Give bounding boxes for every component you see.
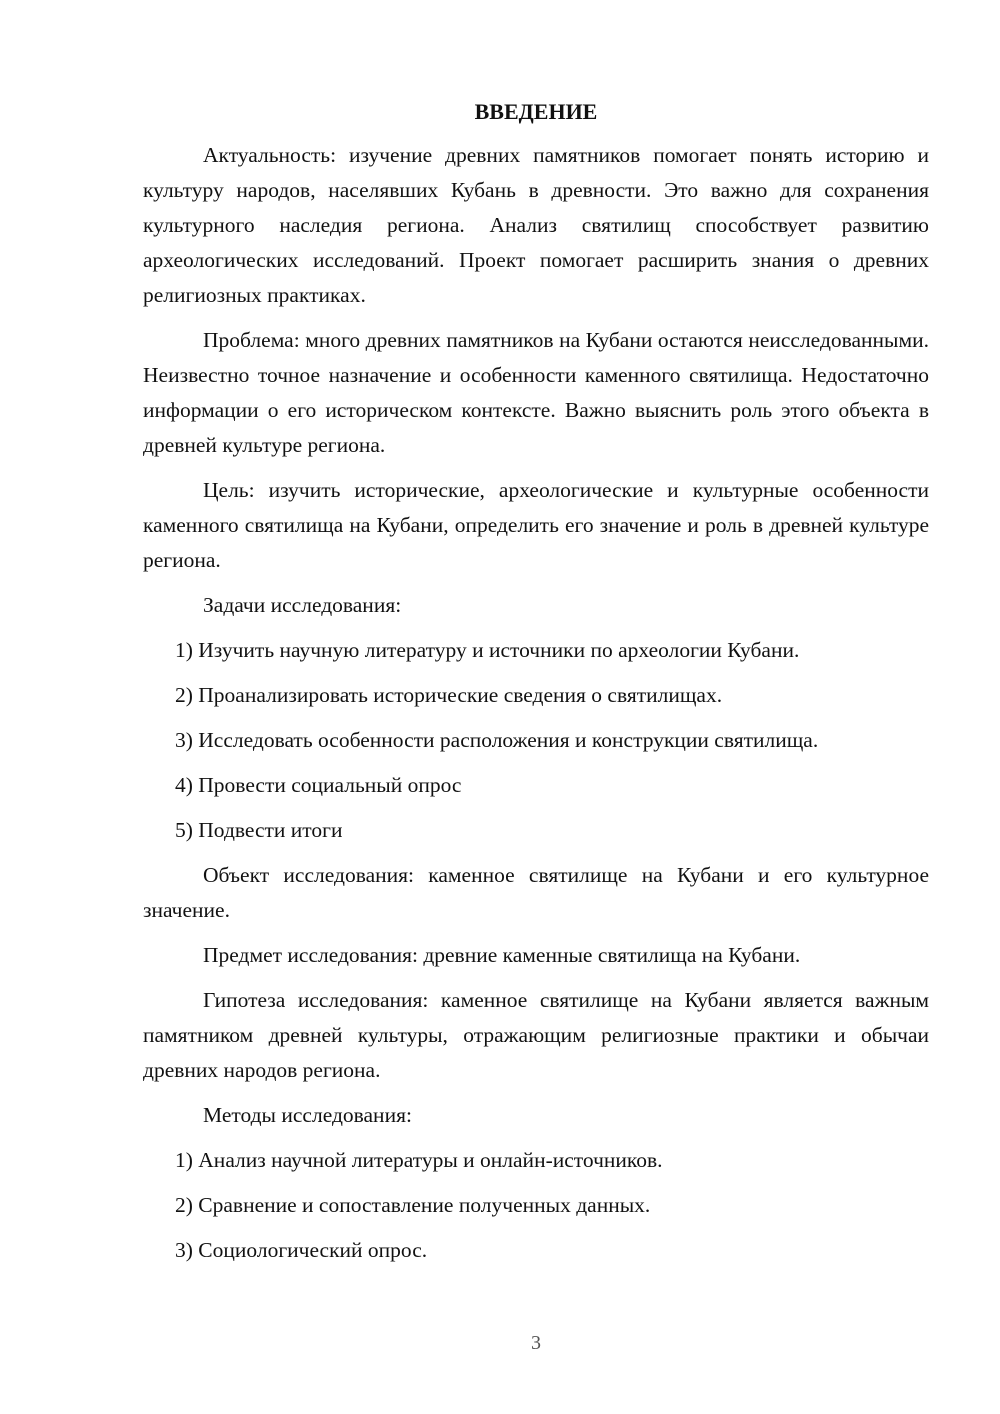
list-item: 4) Провести социальный опрос	[175, 773, 462, 797]
relevance-paragraph: Актуальность: изучение древних памятников помогает понять историю и культуру народов, населявших Кубань в древности. Это важно для сохранения культурного наследия региона. Анализ святилищ способствует развитию археологических исследований. Проект помогает расширить знания о древних религиозных практиках.	[143, 143, 929, 307]
subject-paragraph: Предмет исследования: древние каменные святилища на Кубани.	[203, 943, 801, 967]
hypothesis-paragraph: Гипотеза исследования: каменное святилище на Кубани является важным памятником древней культуры, отражающим религиозные практики и обычаи древних народов региона.	[143, 988, 929, 1082]
tasks-heading: Задачи исследования:	[203, 593, 402, 617]
goal-paragraph: Цель: изучить исторические, археологические и культурные особенности каменного святилища на Кубани, определить его значение и роль в древней культуре региона.	[143, 478, 929, 572]
problem-paragraph: Проблема: много древних памятников на Кубани остаются неисследованными. Неизвестно точное назначение и особенности каменного святилища. Недостаточно информации о его историческом контексте. Важно выяснить роль этого объекта в древней культуре региона.	[143, 328, 929, 457]
list-item: 2) Сравнение и сопоставление полученных данных.	[175, 1193, 651, 1217]
list-item: 5) Подвести итоги	[175, 818, 343, 842]
page-number: 3	[531, 1332, 541, 1354]
object-paragraph: Объект исследования: каменное святилище на Кубани и его культурное значение.	[143, 863, 929, 922]
list-item: 3) Социологический опрос.	[175, 1238, 428, 1262]
methods-list	[143, 1143, 929, 1268]
list-item: 3) Исследовать особенности расположения и конструкции святилища.	[175, 728, 819, 752]
list-item: 1) Анализ научной литературы и онлайн-источников.	[175, 1148, 663, 1172]
list-item: 1) Изучить научную литературу и источники по археологии Кубани.	[175, 638, 800, 662]
page-title: ВВЕДЕНИЕ	[474, 99, 598, 124]
tasks-list	[143, 633, 929, 848]
methods-heading: Методы исследования:	[203, 1103, 412, 1127]
list-item: 2) Проанализировать исторические сведения о святилищах.	[175, 683, 723, 707]
document-page	[143, 94, 929, 1278]
